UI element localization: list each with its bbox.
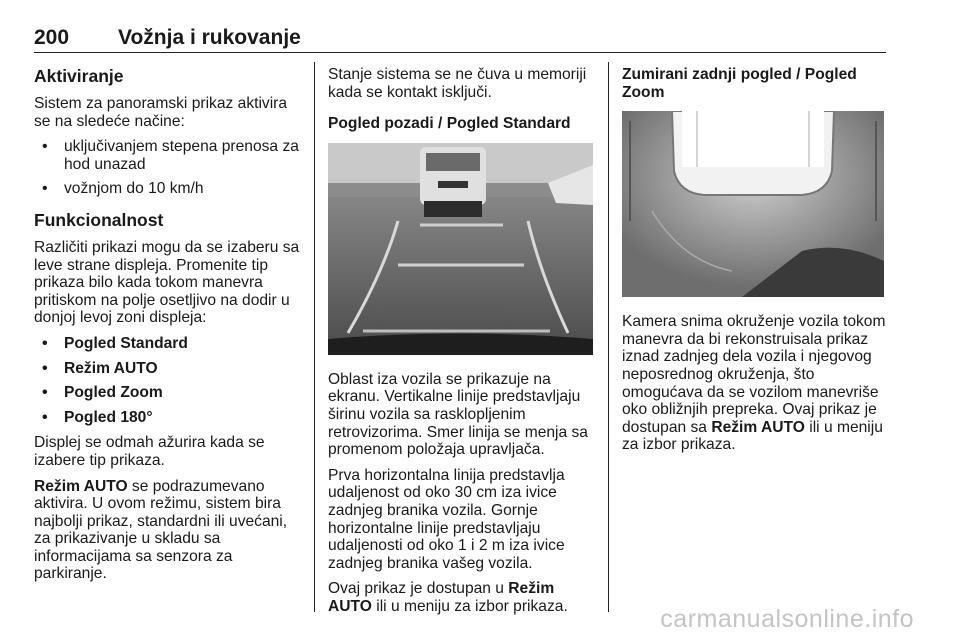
text-run: ili u meniju za izbor prikaza. <box>371 597 568 615</box>
section-heading-standard-view: Pogled pozadi / Pogled Standard <box>328 115 571 133</box>
paragraph: Oblast iza vozila se prikazuje na ekranu. Vertikalne linije predstavljaju širinu vozila sa rasklopljenim retrovizorima. Smer linija se menja sa promenom položaja upravljača. <box>328 370 588 459</box>
section-heading-activation: Aktiviranje <box>34 66 124 86</box>
rear-camera-zoom-image <box>622 111 884 297</box>
column-2 <box>328 66 596 624</box>
column-3 <box>622 66 887 462</box>
paragraph: Različiti prikazi mogu da se izaberu sa leve strane displeja. Promenite tip prikaza bilo kada tokom manevra pritiskom na polje osetljivo na dodir u donjoj levoj zoni displeja: <box>34 238 300 327</box>
list-item: • Pogled 180° <box>34 409 304 427</box>
watermark: carmanualsonline.info <box>660 605 914 633</box>
bold-term: Režim AUTO <box>328 580 555 615</box>
section-heading-zoom-view: Zumirani zadnji pogled / Pogled Zoom <box>622 66 857 101</box>
bold-term: Režim AUTO <box>34 477 128 495</box>
text-run: Ovaj prikaz je dostupan u <box>328 580 509 598</box>
paragraph <box>34 478 304 584</box>
list-item: • Pogled Standard <box>34 335 304 353</box>
page-number: 200 <box>34 26 70 49</box>
list-item: • Pogled Zoom <box>34 384 304 402</box>
list-item: • uključivanjem stepena prenosa za hod unazad <box>34 138 304 173</box>
paragraph: Displej se odmah ažurira kada se izabere tip prikaza. <box>34 434 265 469</box>
bullet-list <box>34 138 304 198</box>
list-item: • vožnjom do 10 km/h <box>34 180 304 198</box>
text-run: se podrazumevano aktivira. U ovom režimu, sistem bira najbolji prikaz, standardni ili uvećani, za prikazivanje u skladu sa informacijama sa senzora za parkiranje. <box>34 477 288 583</box>
column-divider <box>314 62 315 612</box>
bold-term: Režim AUTO <box>711 418 805 436</box>
column-divider <box>608 62 609 612</box>
paragraph: Prva horizontalna linija predstavlja udaljenost od oko 30 cm iza ivice zadnjeg branika vozila. Gornje horizontalne linije predstavljaju udaljenosti od oko 1 i 2 m iza ivice zadnjeg branika vašeg vozila. <box>328 466 565 572</box>
column-1 <box>34 66 304 591</box>
bullet-list <box>34 335 304 426</box>
section-heading-functionality: Funkcionalnost <box>34 209 164 230</box>
text-run: ili u meniju za izbor prikaza. <box>622 418 883 454</box>
paragraph: Stanje sistema se ne čuva u memoriji kada se kontakt isključi. <box>328 66 587 101</box>
page-header <box>34 26 886 53</box>
text-run: Kamera snima okruženje vozila tokom manevra da bi rekonstruisala prikaz iznad zadnjeg dela vozila i njegovog neposrednog okruženja, što omogućava da se vozilom manevriše oko obližnjih prepreka. Ovaj prikaz je dostupan sa <box>622 313 886 436</box>
rear-camera-standard-image <box>328 143 593 355</box>
page-title: Vožnja i rukovanje <box>118 26 301 49</box>
list-item: • Režim AUTO <box>34 360 304 378</box>
paragraph <box>622 313 887 454</box>
paragraph <box>328 580 596 615</box>
paragraph: Sistem za panoramski prikaz aktivira se na sledeće načine: <box>34 95 288 130</box>
